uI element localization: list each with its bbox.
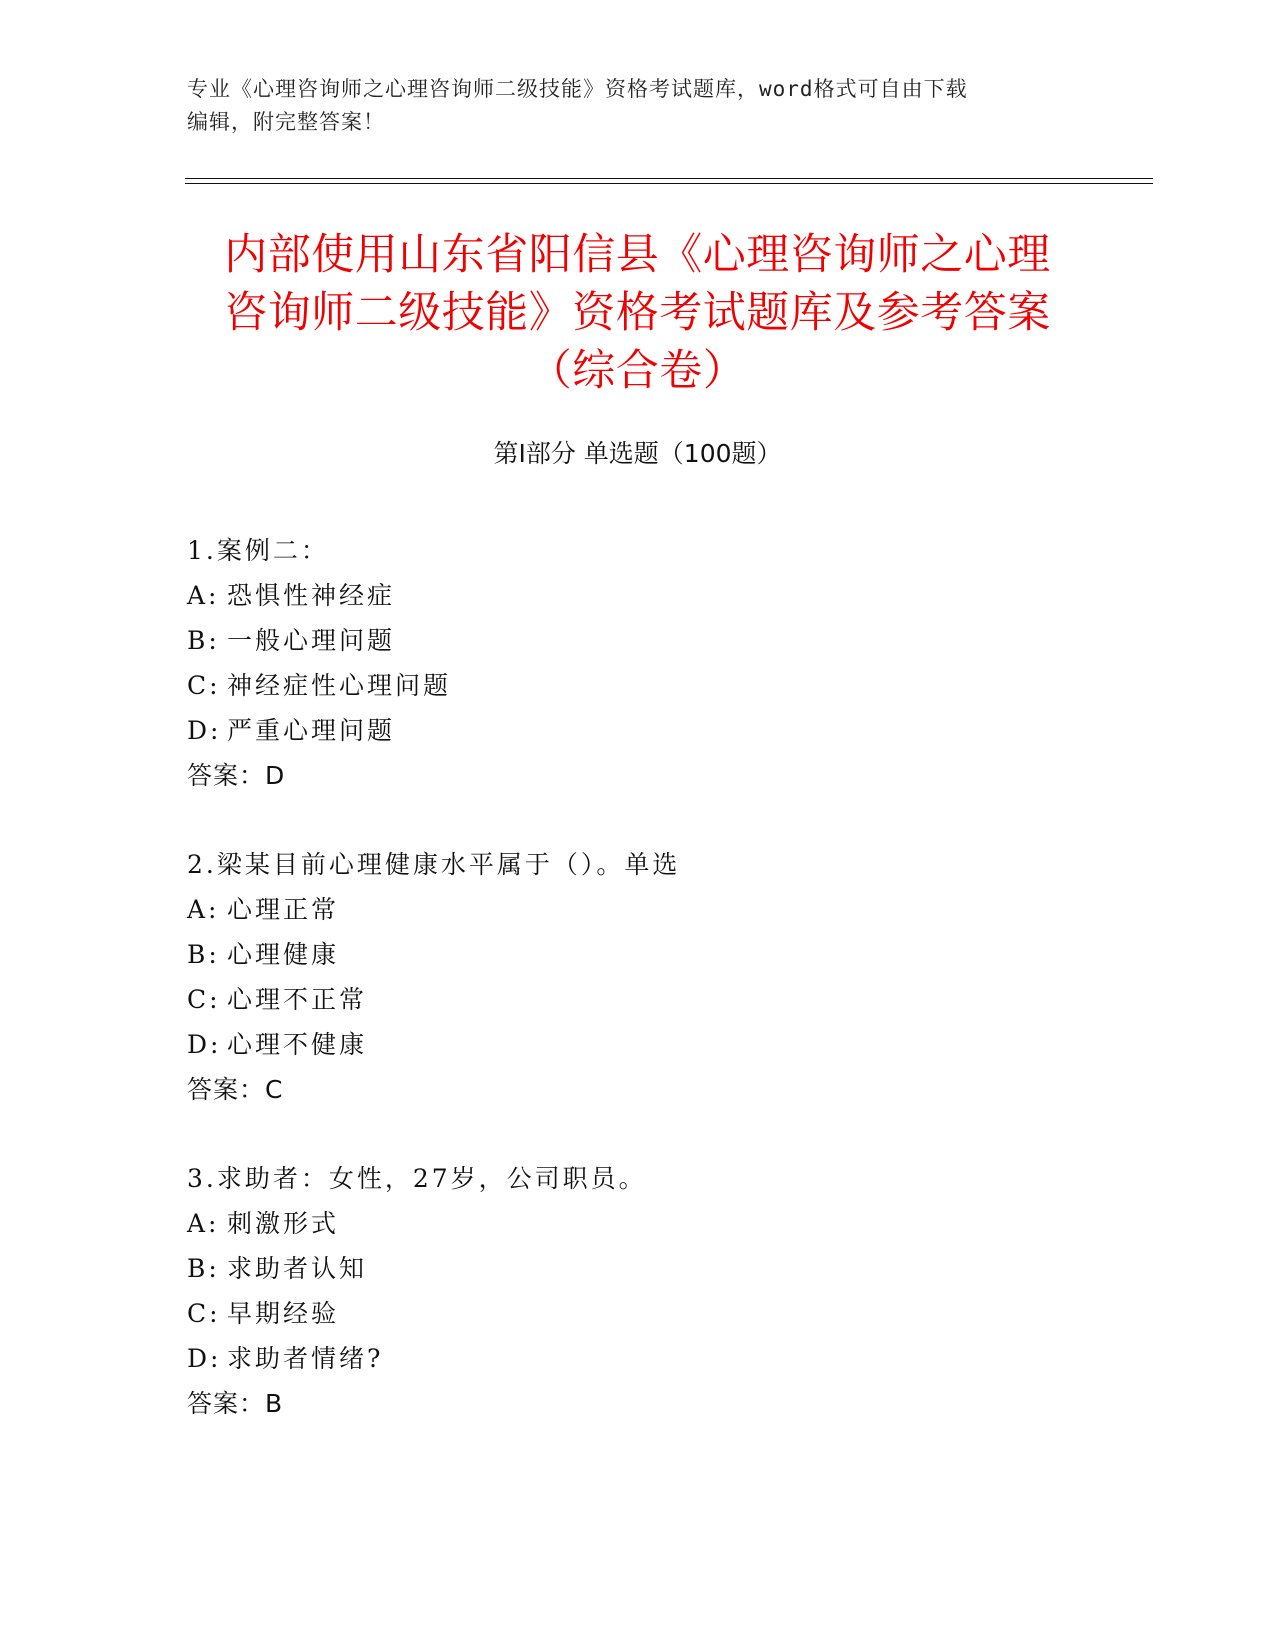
option-text: 心理正常 xyxy=(227,895,340,924)
option-label: A: xyxy=(187,581,220,610)
option-d xyxy=(187,1336,1137,1381)
section-title: 第Ⅰ部分 单选题（100题） xyxy=(493,439,782,468)
header-divider-top xyxy=(185,178,1153,179)
header-note-line-2: 编辑，附完整答案！ xyxy=(187,110,385,134)
question-stem: 3.求助者：女性，27岁，公司职员。 xyxy=(187,1164,647,1193)
option-a xyxy=(187,887,1137,932)
option-label: D: xyxy=(187,1344,222,1373)
header-note-line-1: 专业《心理咨询师之心理咨询师二级技能》资格考试题库，word格式可自由下载 xyxy=(187,77,968,101)
question-stem: 1.案例二： xyxy=(187,536,329,565)
question-spacer xyxy=(187,798,1137,842)
option-label: B: xyxy=(187,1254,220,1283)
option-text: 神经症性心理问题 xyxy=(227,671,452,700)
option-label: A: xyxy=(187,1209,220,1238)
option-b xyxy=(187,618,1137,663)
option-a xyxy=(187,573,1137,618)
question-3 xyxy=(187,1156,1137,1426)
option-label: B: xyxy=(187,940,220,969)
option-label: B: xyxy=(187,626,220,655)
option-text: 刺激形式 xyxy=(227,1209,340,1238)
question-2 xyxy=(187,842,1137,1112)
option-label: C: xyxy=(187,671,221,700)
document-title xyxy=(140,226,1135,400)
option-text: 早期经验 xyxy=(227,1299,340,1328)
option-text: 心理不健康 xyxy=(227,1030,368,1059)
option-d xyxy=(187,1022,1137,1067)
option-label: D: xyxy=(187,716,222,745)
option-text: 心理健康 xyxy=(227,940,340,969)
option-text: 严重心理问题 xyxy=(227,716,396,745)
option-text: 求助者认知 xyxy=(227,1254,368,1283)
option-b xyxy=(187,932,1137,977)
option-b xyxy=(187,1246,1137,1291)
option-d xyxy=(187,708,1137,753)
option-text: 恐惧性神经症 xyxy=(227,581,396,610)
answer-text: 答案：C xyxy=(187,1075,284,1104)
option-label: C: xyxy=(187,985,221,1014)
option-label: A: xyxy=(187,895,220,924)
question-1 xyxy=(187,528,1137,798)
answer-text: 答案：D xyxy=(187,761,286,790)
question-stem: 2.梁某目前心理健康水平属于（）。单选 xyxy=(187,850,681,879)
option-text: 求助者情绪? xyxy=(227,1344,384,1373)
question-list xyxy=(187,528,1137,1426)
document-title-line-2: 咨询师二级技能》资格考试题库及参考答案 xyxy=(224,288,1051,338)
header-note xyxy=(187,73,1087,139)
option-a xyxy=(187,1201,1137,1246)
header-divider-bottom xyxy=(185,183,1153,184)
document-title-line-1: 内部使用山东省阳信县《心理咨询师之心理 xyxy=(224,230,1051,280)
option-c xyxy=(187,977,1137,1022)
option-label: D: xyxy=(187,1030,222,1059)
question-spacer xyxy=(187,1112,1137,1156)
option-text: 心理不正常 xyxy=(227,985,368,1014)
answer-text: 答案：B xyxy=(187,1389,284,1418)
option-c xyxy=(187,1291,1137,1336)
option-text: 一般心理问题 xyxy=(227,626,396,655)
document-title-line-3: （综合卷） xyxy=(528,346,747,396)
option-c xyxy=(187,663,1137,708)
option-label: C: xyxy=(187,1299,221,1328)
